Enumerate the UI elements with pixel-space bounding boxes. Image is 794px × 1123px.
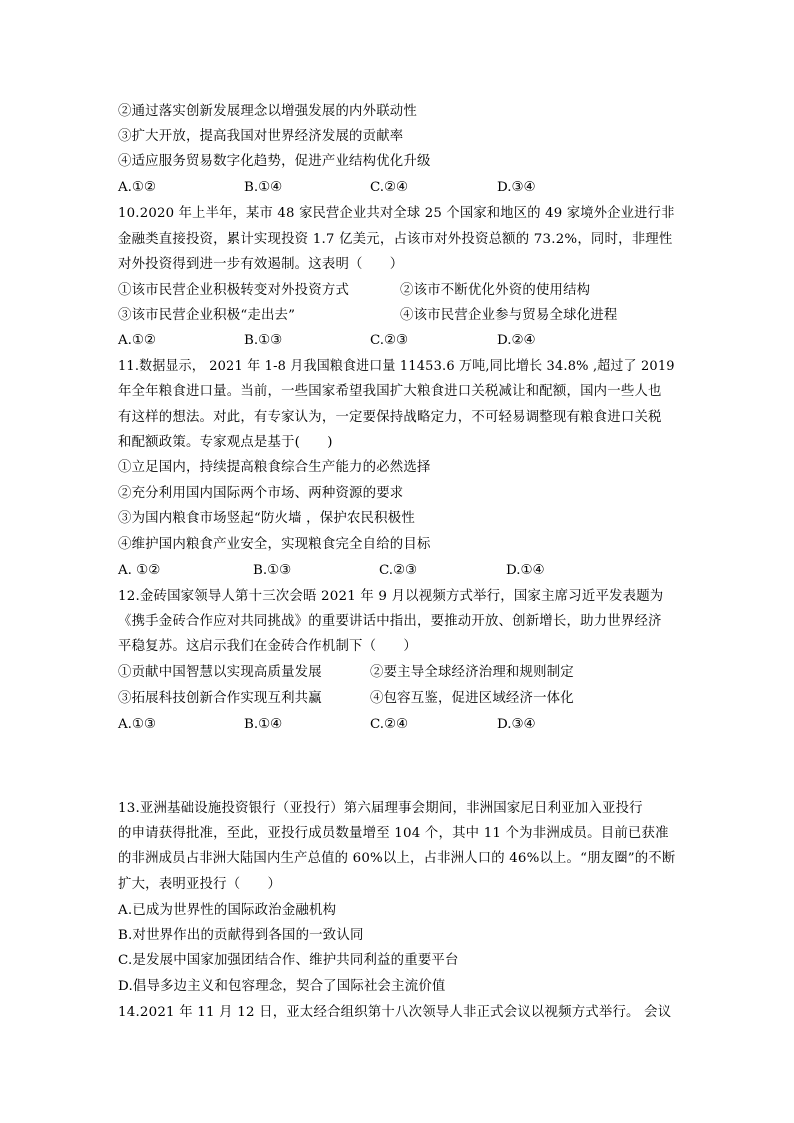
q13-stem-line-4: 扩大，表明亚投行（ ） <box>118 877 282 892</box>
q10-statement-4: ④该市民营企业参与贸易全球化进程 <box>400 308 618 323</box>
q12-statement-3: ③拓展科技创新合作实现互利共赢 <box>118 691 322 706</box>
q13-option-a: A.已成为世界性的国际政治金融机构 <box>118 903 337 918</box>
q12-statement-4: ④包容互鉴，促进区域经济一体化 <box>370 691 574 706</box>
q13-option-c: C.是发展中国家加强团结合作、维护共同利益的重要平台 <box>118 953 459 968</box>
q10-stem-line-2: 金融类直接投资，累计实现投资 1.7 亿美元，占该市对外投资总额的 73.2%，同时，非理性 <box>118 232 673 247</box>
q12-option-d: D.③④ <box>497 717 536 732</box>
q13-stem-line-2: 的申请获得批准，至此，亚投行成员数量增至 104 个，其中 11 个为非洲成员。目前已获准 <box>118 826 669 841</box>
q13-option-b: B.对世界作出的贡献得到各国的一致认同 <box>118 928 364 943</box>
q11-stem-line-4: 和配额政策。专家观点是基于( ) <box>118 435 333 450</box>
q9-option-d: D.③④ <box>497 180 536 195</box>
q12-option-a: A.①③ <box>118 717 156 732</box>
q10-stem-line-1: 10.2020 年上半年，某市 48 家民营企业共对全球 25 个国家和地区的 49 家境外企业进行非 <box>118 206 675 221</box>
q11-option-b: B.①③ <box>253 563 292 578</box>
q10-statement-1: ①该市民营企业积极转变对外投资方式 <box>118 283 350 298</box>
q9-option-a: A.①② <box>118 180 156 195</box>
q12-option-c: C.②④ <box>370 717 409 732</box>
q12-statement-1: ①贡献中国智慧以实现高质量发展 <box>118 665 322 680</box>
q12-stem-line-3: 平稳复苏。这启示我们在金砖合作机制下（ ） <box>118 639 417 654</box>
q14-stem-line-1: 14.2021 年 11 月 12 日，亚太经合组织第十八次领导人非正式会议以视频方式举行。 会议 <box>118 1005 672 1020</box>
q9-statement-4: ④适应服务贸易数字化趋势，促进产业结构优化升级 <box>118 154 431 169</box>
q10-statement-2: ②该市不断优化外资的使用结构 <box>400 283 591 298</box>
q11-option-d: D.①④ <box>506 563 545 578</box>
q9-option-c: C.②④ <box>370 180 409 195</box>
q10-option-c: C.②③ <box>370 333 409 348</box>
q10-statement-3: ③该市民营企业积极“走出去” <box>118 308 296 323</box>
q12-statement-2: ②要主导全球经济治理和规则制定 <box>370 665 574 680</box>
q9-option-b: B.①④ <box>244 180 283 195</box>
q9-statement-3: ③扩大开放，提高我国对世界经济发展的贡献率 <box>118 129 404 144</box>
q11-stem-line-1: 11.数据显示， 2021 年 1-8 月我国粮食进口量 11453.6 万吨,同比增长 34.8% ,超过了 2019 <box>118 359 675 374</box>
q13-stem-line-1: 13.亚洲基础设施投资银行（亚投行）第六届理事会期间，非洲国家尼日利亚加入亚投行 <box>118 801 643 816</box>
q11-statement-3: ③为国内粮食市场竖起“防火墙 ，保护农民积极性 <box>118 511 415 526</box>
q10-stem-line-3: 对外投资得到进一步有效遏制。这表明（ ） <box>118 257 404 272</box>
q12-stem-line-1: 12.金砖国家领导人第十三次会晤 2021 年 9 月以视频方式举行，国家主席习近平发表题为 <box>118 589 664 604</box>
q13-stem-line-3: 的非洲成员占非洲大陆国内生产总值的 60%以上，占非洲人口的 46%以上。“朋友圈”的不断 <box>118 851 676 866</box>
q11-stem-line-2: 年全年粮食进口量。当前，一些国家希望我国扩大粮食进口关税减让和配额，国内一些人也 <box>118 384 662 399</box>
q13-option-d: D.倡导多边主义和包容理念，契合了国际社会主流价值 <box>118 979 446 994</box>
q10-option-a: A.①② <box>118 333 156 348</box>
q11-stem-line-3: 有这样的想法。对此，有专家认为，一定要保持战略定力，不可轻易调整现有粮食进口关税 <box>118 410 662 425</box>
q12-stem-line-2: 《携手金砖合作应对共同挑战》的重要讲话中指出，要推动开放、创新增长，助力世界经济 <box>118 614 662 629</box>
q10-option-d: D.②④ <box>497 333 536 348</box>
q11-option-c: C.②③ <box>379 563 418 578</box>
q9-statement-2: ②通过落实创新发展理念以增强发展的内外联动性 <box>118 104 417 119</box>
q12-option-b: B.①④ <box>244 717 283 732</box>
q10-option-b: B.①③ <box>244 333 283 348</box>
q11-statement-4: ④维护国内粮食产业安全，实现粮食完全自给的目标 <box>118 537 431 552</box>
q11-option-a: A. ①② <box>118 563 161 578</box>
q11-statement-2: ②充分利用国内国际两个市场、两种资源的要求 <box>118 486 404 501</box>
q11-statement-1: ①立足国内，持续提高粮食综合生产能力的必然选择 <box>118 460 431 475</box>
